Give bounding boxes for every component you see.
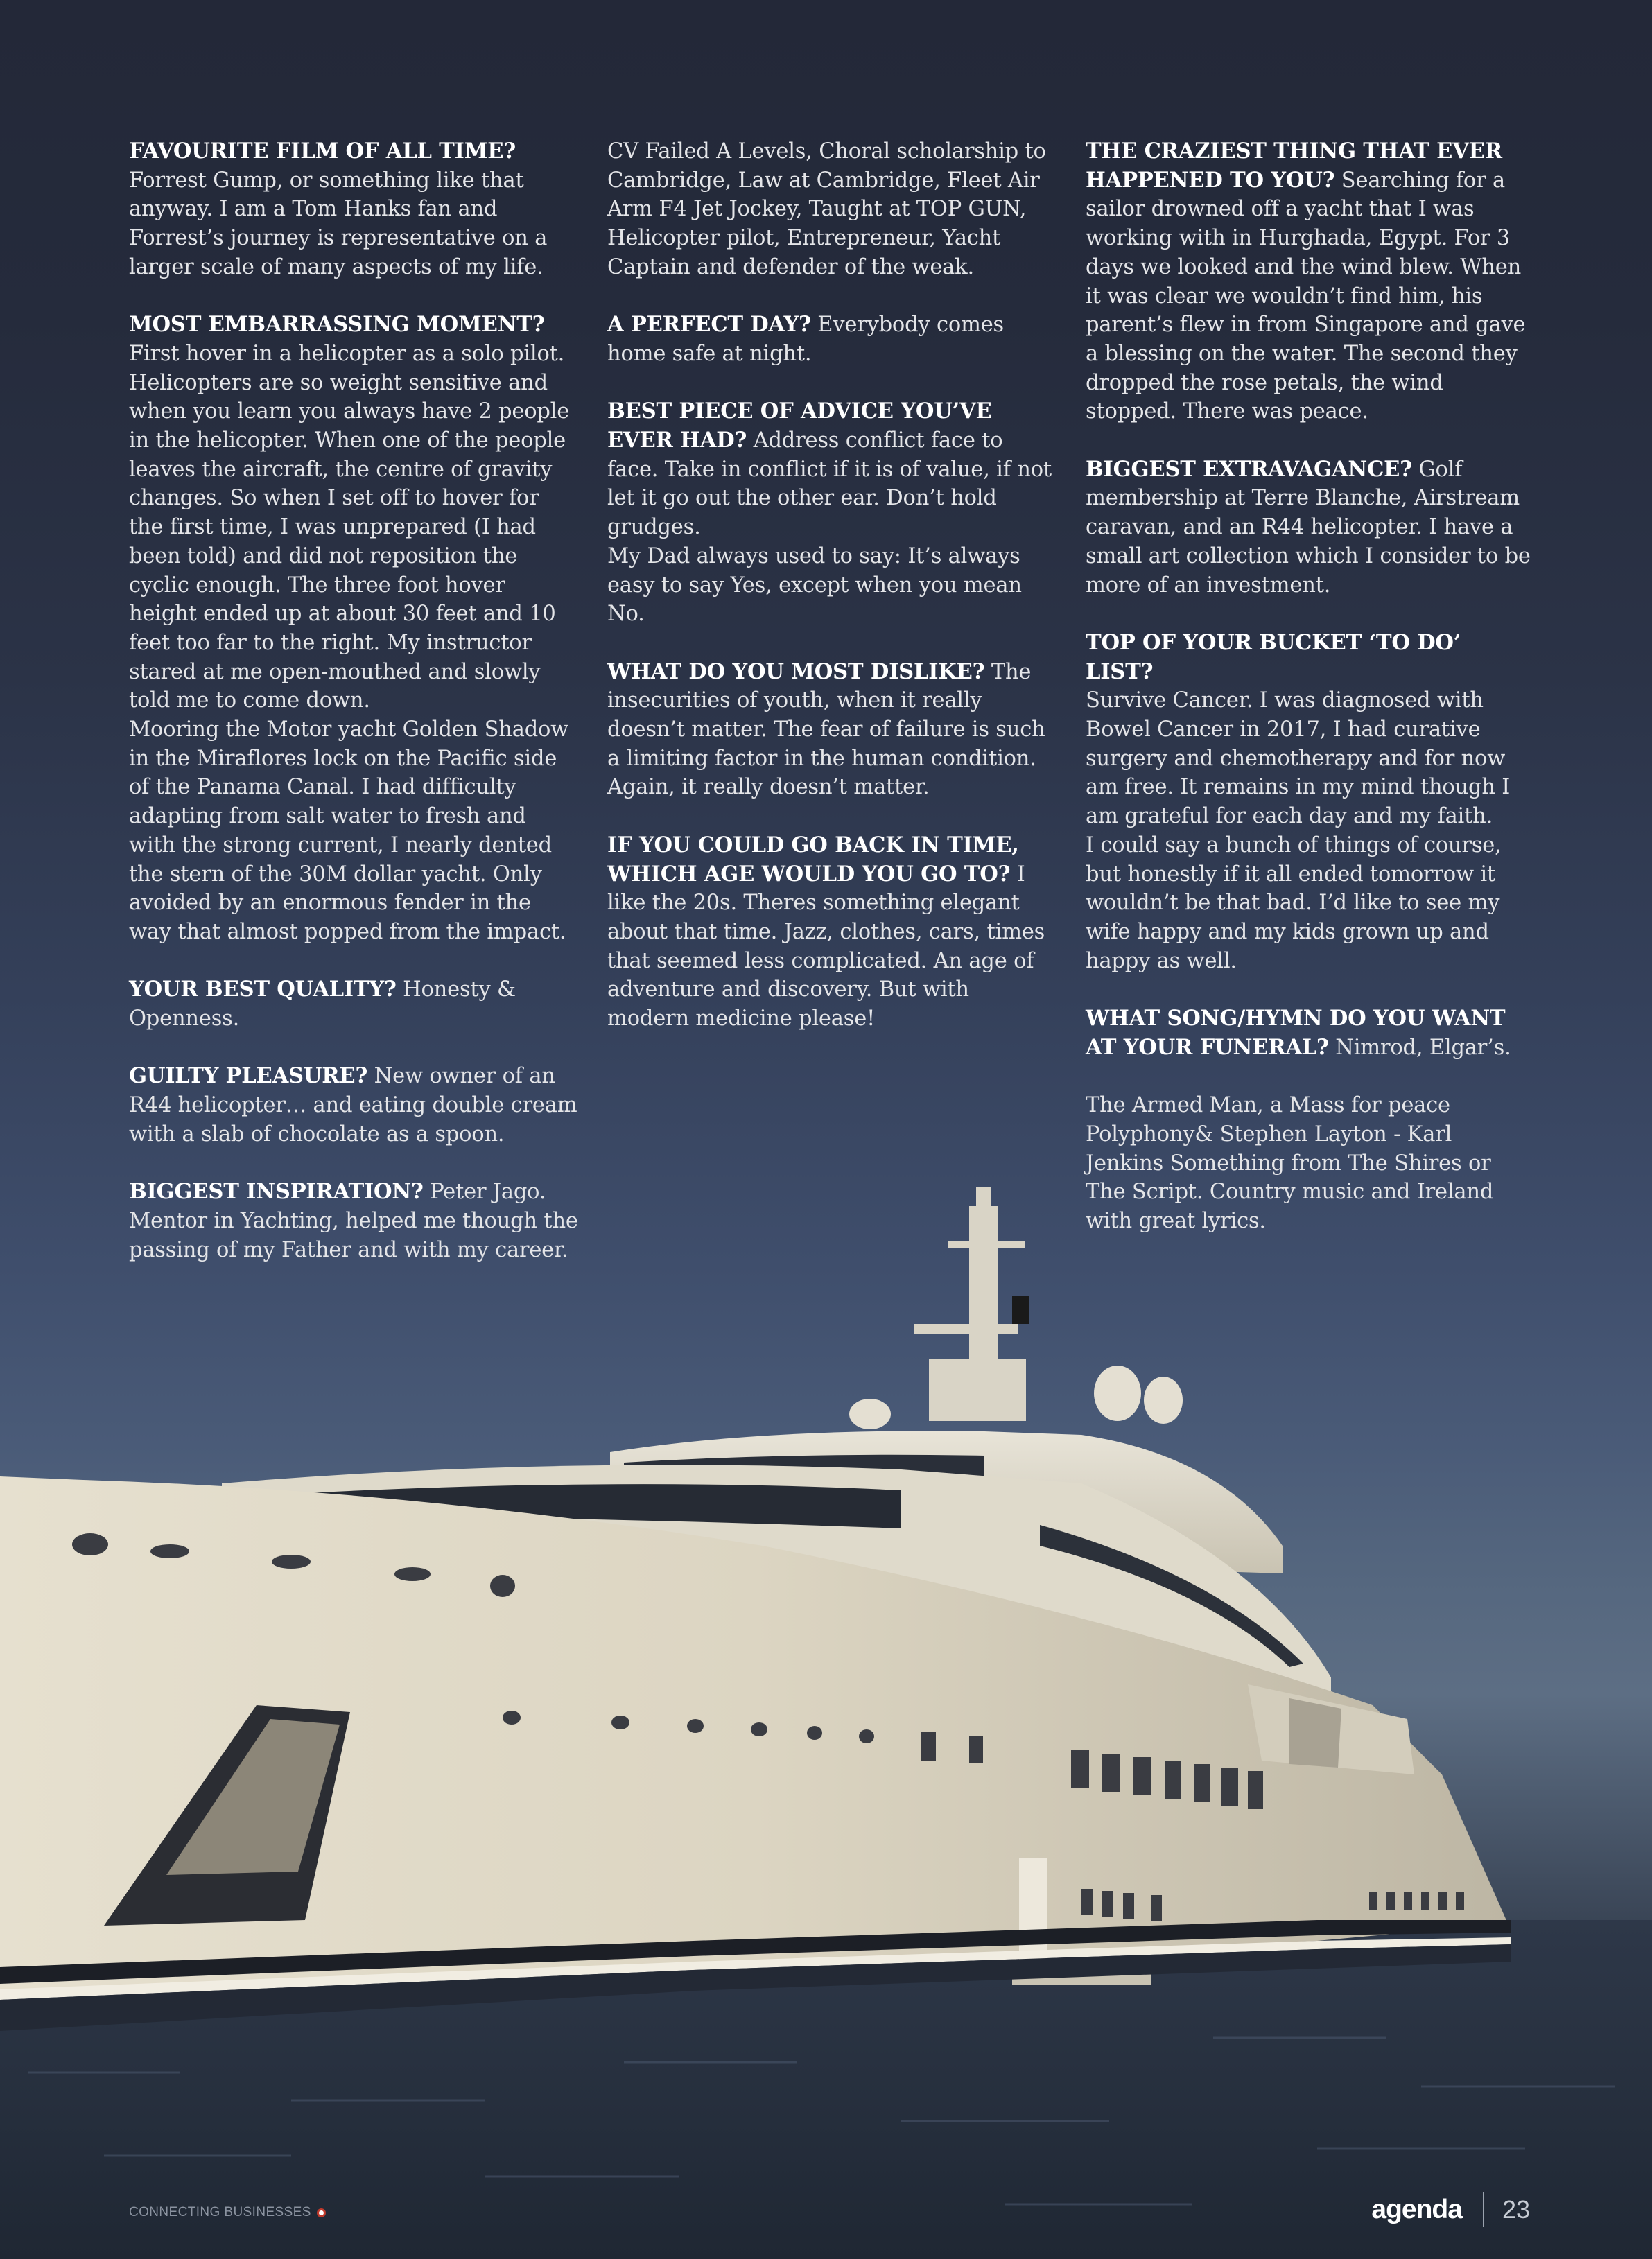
qa-guilty-pleasure	[129, 1062, 578, 1149]
answer: Peter Jago. Mentor in Yachting, helped me though the passing of my Father and with my career.	[129, 1180, 578, 1262]
tagline-text: CONNECTING BUSINESSES	[129, 2205, 311, 2219]
answer: Honesty & Openness.	[129, 977, 516, 1031]
answer-paragraph: CV Failed A Levels, Choral scholarship to Cambridge, Law at Cambridge, Fleet Air Arm F4 Jet Jockey, Taught at TOP GUN, Helicopter pilot, Entrepreneur, Yacht Captain and defender of the weak.	[607, 139, 1046, 279]
question: FAVOURITE FILM OF ALL TIME?	[129, 139, 516, 164]
answer: New owner of an R44 helicopter… and eating double cream with a slab of chocolate as a spoon.	[129, 1064, 577, 1146]
qa-biggest-extravagance	[1086, 455, 1535, 600]
question: THE CRAZIEST THING THAT EVER HAPPENED TO YOU?	[1086, 139, 1502, 193]
question: MOST EMBARRASSING MOMENT?	[129, 312, 545, 338]
qa-biggest-inspiration	[129, 1178, 578, 1264]
question: A PERFECT DAY?	[607, 312, 811, 338]
qa-embarrassing-moment	[129, 311, 578, 946]
answer: First hover in a helicopter as a solo pilot. Helicopters are so weight sensitive and when you learn you always have 2 people in the helicopter. When one of the people leaves the aircraft, the centre of gravity changes. So when I set off to hover for the first time, I was unprepared (I had been told) and did not reposition the cyclic enough. The three foot hover height ended up at about 30 feet and 10 feet too far to the right. My instructor stared at me open-mouthed and slowly told me to come down.	[129, 341, 570, 713]
agenda-logo-icon	[317, 2208, 326, 2217]
answer: I like the 20s. Theres something elegant about that time. Jazz, clothes, cars, times that seemed less complicated. An age of adventure and discovery. But with modern medicine please!	[607, 862, 1045, 1031]
answer: The insecurities of youth, when it really doesn’t matter. The fear of failure is such a limiting factor in the human condition. Again, it really doesn’t matter.	[607, 659, 1045, 800]
question: GUILTY PLEASURE?	[129, 1063, 368, 1089]
footer-divider	[1483, 2192, 1484, 2227]
answer: Everybody comes home safe at night.	[607, 313, 1005, 366]
question: YOUR BEST QUALITY?	[129, 977, 397, 1002]
answer-paragraph: Mooring the Motor yacht Golden Shadow in the Miraflores lock on the Pacific side of the Panama Canal. I had difficulty adapting from salt water to fresh and with the strong current, I nearly dented the stern of the 30M dollar yacht. Only avoided by an enormous fender in the way that almost popped from the impact.	[129, 717, 569, 944]
answer-paragraph: The Armed Man, a Mass for peace Polyphony& Stephen Layton - Karl Jenkins Something from The Shires or The Script. Country music and Ireland with great lyrics.	[1086, 1093, 1494, 1233]
question: BEST PIECE OF ADVICE YOU’VE EVER HAD?	[607, 399, 992, 453]
qa-craziest-thing	[1086, 137, 1535, 426]
question: WHAT DO YOU MOST DISLIKE?	[607, 658, 985, 684]
boarding-ladder	[1019, 1858, 1047, 1965]
answer: Survive Cancer. I was diagnosed with Bowel Cancer in 2017, I had curative surgery and chemotherapy and for now am free. It remains in my mind though I am grateful for each day and my faith.	[1086, 688, 1511, 829]
column-1	[129, 137, 578, 1293]
qa-perfect-day	[607, 311, 1057, 368]
qa-best-quality	[129, 975, 578, 1033]
question: WHAT SONG/HYMN DO YOU WANT AT YOUR FUNERAL?	[1086, 1006, 1506, 1060]
question: TOP OF YOUR BUCKET ‘TO DO’ LIST?	[1086, 629, 1461, 684]
brand-logo: agenda	[1371, 2195, 1462, 2224]
page-number: 23	[1502, 2195, 1530, 2224]
answer: Golf membership at Terre Blanche, Airstream caravan, and an R44 helicopter. I have a small art collection which I consider to be more of an investment.	[1086, 457, 1531, 598]
mast	[914, 1187, 1029, 1421]
question: BIGGEST INSPIRATION?	[129, 1179, 424, 1205]
answer-paragraph: My Dad always used to say: It’s always easy to say Yes, except when you mean No.	[607, 543, 1022, 627]
answer: Searching for a sailor drowned off a yacht that I was working with in Hurghada, Egypt. For 3 days we looked and the wind blew. When it was clear we wouldn’t find him, his parent’s flew in from Singapore and gave a blessing on the water. The second they dropped the rose petals, the wind stopped. There was peace.	[1086, 168, 1526, 424]
qa-music-extra	[1086, 1091, 1535, 1236]
answer: Nimrod, Elgar’s.	[1335, 1035, 1511, 1060]
qa-cv	[607, 137, 1057, 282]
question: IF YOU COULD GO BACK IN TIME, WHICH AGE WOULD YOU GO TO?	[607, 832, 1019, 887]
qa-favourite-film	[129, 137, 578, 282]
column-3	[1086, 137, 1535, 1264]
qa-bucket-list	[1086, 629, 1535, 975]
answer-paragraph: I could say a bunch of things of course, but honestly if it all ended tomorrow it wouldn’t be that bad. I’d like to see my wife happy and my kids grown up and happy as well.	[1086, 832, 1502, 973]
question: BIGGEST EXTRAVAGANCE?	[1086, 456, 1412, 482]
qa-funeral-song	[1086, 1004, 1535, 1062]
answer: Forrest Gump, or something like that anyway. I am a Tom Hanks fan and Forrest’s journey is representative on a larger scale of many aspects of my life.	[129, 168, 548, 279]
qa-best-advice	[607, 397, 1057, 629]
answer: Address conflict face to face. Take in conflict if it is of value, if not let it go out the other ear. Don’t hold grudges.	[607, 428, 1052, 540]
column-2	[607, 137, 1057, 1062]
qa-back-in-time	[607, 831, 1057, 1033]
footer-brand	[1371, 2190, 1530, 2229]
qa-most-dislike	[607, 658, 1057, 803]
footer-tagline	[129, 2205, 326, 2220]
